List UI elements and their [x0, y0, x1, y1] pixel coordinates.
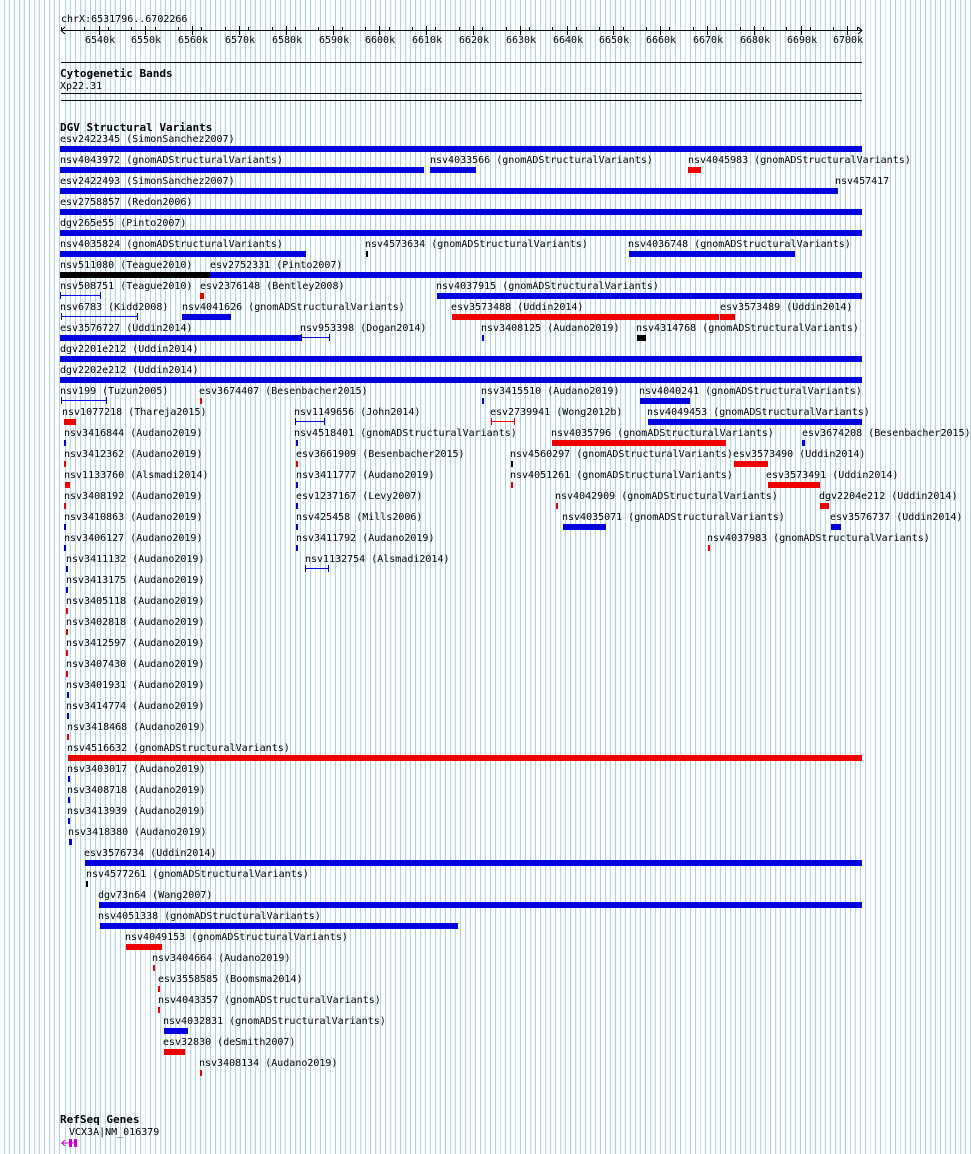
variant-label[interactable]: nsv4043357 (gnomADStructuralVariants): [158, 995, 381, 1006]
variant-label[interactable]: nsv4033566 (gnomADStructuralVariants): [430, 155, 653, 166]
ruler-minor-tick: [342, 27, 343, 31]
variant-bar[interactable]: [60, 167, 424, 173]
variant-label[interactable]: nsv3407430 (Audano2019): [66, 659, 205, 670]
ruler-minor-tick: [786, 27, 787, 31]
variant-bar[interactable]: [552, 440, 726, 446]
ruler-minor-tick: [833, 27, 834, 31]
ruler-tick-label: 6540k: [85, 35, 116, 46]
variant-label[interactable]: esv1237167 (Levy2007): [296, 491, 423, 502]
ruler-minor-tick: [576, 27, 577, 31]
variant-bar[interactable]: [511, 461, 513, 467]
variant-label[interactable]: nsv4049153 (gnomADStructuralVariants): [125, 932, 348, 943]
ruler-minor-tick: [435, 27, 436, 31]
variant-bar[interactable]: [69, 839, 72, 845]
variant-label[interactable]: esv2422345 (SimonSanchez2007): [60, 134, 235, 145]
variant-bar[interactable]: [64, 419, 76, 425]
ruler-minor-tick: [623, 27, 624, 31]
variant-label[interactable]: nsv4042909 (gnomADStructuralVariants): [555, 491, 778, 502]
variant-bar[interactable]: [68, 797, 70, 803]
ruler-minor-tick: [155, 27, 156, 31]
track-separator: [61, 100, 862, 101]
variant-label[interactable]: nsv3413939 (Audano2019): [67, 806, 206, 817]
ruler-tick-label: 6650k: [599, 35, 630, 46]
variant-label[interactable]: nsv3405118 (Audano2019): [66, 596, 205, 607]
variant-label[interactable]: nsv1133760 (Alsmadi2014): [64, 470, 209, 481]
variant-bar[interactable]: [64, 524, 66, 530]
variant-bar[interactable]: [708, 545, 710, 551]
ruler-minor-tick: [857, 27, 858, 31]
variant-label[interactable]: nsv508751 (Teague2010): [60, 281, 193, 292]
variant-bar[interactable]: [511, 482, 513, 488]
ruler-major-tick: [239, 26, 240, 35]
refseq-gene-label[interactable]: VCX3A|NM_016379: [69, 1127, 160, 1138]
ruler-minor-tick: [225, 27, 226, 31]
variant-label[interactable]: esv2752331 (Pinto2007): [210, 260, 343, 271]
variant-bar[interactable]: [296, 545, 298, 551]
variant-interval[interactable]: [301, 334, 331, 341]
ruler-minor-tick: [295, 27, 296, 31]
variant-bar[interactable]: [640, 398, 690, 404]
ruler-tick-label: 6610k: [412, 35, 443, 46]
ruler-minor-tick: [178, 27, 179, 31]
variant-label[interactable]: nsv3418380 (Audano2019): [68, 827, 207, 838]
variant-label[interactable]: esv3674407 (Besenbacher2015): [199, 386, 368, 397]
variant-label[interactable]: esv3674208 (Besenbacher2015): [802, 428, 971, 439]
variant-label[interactable]: nsv3401931 (Audano2019): [66, 680, 205, 691]
ruler-major-tick: [754, 26, 755, 35]
ruler-minor-tick: [529, 27, 530, 31]
variant-label[interactable]: esv32830 (deSmith2007): [163, 1037, 296, 1048]
ruler-tick-label: 6690k: [787, 35, 818, 46]
variant-label[interactable]: nsv3418468 (Audano2019): [67, 722, 206, 733]
ruler-minor-tick: [740, 27, 741, 31]
variant-bar[interactable]: [482, 398, 484, 404]
ruler-tick-label: 6590k: [319, 35, 350, 46]
variant-bar[interactable]: [768, 482, 820, 488]
variant-bar[interactable]: [366, 251, 368, 257]
ruler-tick-label: 6600k: [365, 35, 396, 46]
variant-label[interactable]: nsv953398 (Dogan2014): [300, 323, 427, 334]
variant-bar[interactable]: [802, 440, 805, 446]
variant-bar[interactable]: [158, 986, 160, 992]
variant-label[interactable]: nsv3414774 (Audano2019): [66, 701, 205, 712]
variant-label[interactable]: esv3573491 (Uddin2014): [766, 470, 899, 481]
variant-bar[interactable]: [60, 230, 862, 236]
variant-bar[interactable]: [126, 944, 162, 950]
ruler-minor-tick: [810, 27, 811, 31]
variant-label[interactable]: nsv3402818 (Audano2019): [66, 617, 205, 628]
variant-label[interactable]: nsv3406127 (Audano2019): [64, 533, 203, 544]
variant-label[interactable]: nsv3413175 (Audano2019): [66, 575, 205, 586]
ruler-tick-label: 6700k: [833, 35, 864, 46]
ruler-major-tick: [192, 26, 193, 35]
variant-bar[interactable]: [153, 965, 155, 971]
variant-label[interactable]: esv3576734 (Uddin2014): [84, 848, 217, 859]
variant-bar[interactable]: [65, 482, 70, 488]
ruler-minor-tick: [412, 27, 413, 31]
variant-interval[interactable]: [305, 565, 330, 572]
variant-bar[interactable]: [430, 167, 476, 173]
variant-bar[interactable]: [60, 188, 835, 194]
ruler-tick-label: 6620k: [459, 35, 490, 46]
ruler-minor-tick: [552, 27, 553, 31]
variant-label[interactable]: nsv425458 (Mills2006): [296, 512, 423, 523]
variant-bar[interactable]: [164, 1049, 185, 1055]
variant-label[interactable]: nsv4037983 (gnomADStructuralVariants): [707, 533, 930, 544]
variant-label[interactable]: esv3573488 (Uddin2014): [451, 302, 584, 313]
variant-bar[interactable]: [85, 860, 862, 866]
variant-interval[interactable]: [61, 397, 108, 404]
variant-label[interactable]: nsv4577261 (gnomADStructuralVariants): [86, 869, 309, 880]
variant-bar[interactable]: [182, 314, 231, 320]
variant-label[interactable]: nsv511080 (Teague2010): [60, 260, 193, 271]
variant-label[interactable]: nsv4036748 (gnomADStructuralVariants): [628, 239, 851, 250]
ruler-minor-tick: [693, 27, 694, 31]
gene-exon: [69, 1139, 72, 1147]
variant-bar[interactable]: [720, 314, 735, 320]
variant-label[interactable]: nsv3412362 (Audano2019): [64, 449, 203, 460]
variant-label[interactable]: nsv4518401 (gnomADStructuralVariants): [294, 428, 517, 439]
variant-label[interactable]: esv2376148 (Bentley2008): [200, 281, 345, 292]
variant-label[interactable]: nsv3411132 (Audano2019): [66, 554, 205, 565]
variant-bar[interactable]: [60, 272, 210, 278]
ruler-major-tick: [426, 26, 427, 35]
variant-label[interactable]: nsv4035796 (gnomADStructuralVariants): [551, 428, 774, 439]
refseq-gene-glyph[interactable]: [60, 1137, 80, 1149]
ruler-tick-label: 6550k: [131, 35, 162, 46]
variant-bar[interactable]: [835, 188, 838, 194]
ruler-minor-tick: [506, 27, 507, 31]
refseq-track-title[interactable]: RefSeq Genes: [60, 1113, 140, 1126]
variant-label[interactable]: nsv4314768 (gnomADStructuralVariants): [636, 323, 859, 334]
variant-label[interactable]: nsv199 (Tuzun2005): [60, 386, 169, 397]
variant-label[interactable]: nsv4043972 (gnomADStructuralVariants): [60, 155, 283, 166]
dgv-track-title[interactable]: DGV Structural Variants: [60, 121, 213, 134]
variant-bar[interactable]: [60, 209, 862, 215]
ruler-minor-tick: [84, 27, 85, 31]
variant-bar[interactable]: [296, 482, 298, 488]
track-separator: [61, 62, 862, 63]
cytoband-label[interactable]: Xp22.31: [60, 81, 103, 92]
ruler-position: chrX:6531796..6702266: [61, 14, 188, 25]
variant-bar[interactable]: [482, 335, 484, 341]
variant-label[interactable]: nsv457417: [835, 176, 890, 187]
variant-bar[interactable]: [64, 440, 66, 446]
variant-bar[interactable]: [158, 1007, 160, 1013]
variant-bar[interactable]: [66, 566, 68, 572]
variant-bar[interactable]: [60, 377, 862, 383]
variant-label[interactable]: esv3661909 (Besenbacher2015): [296, 449, 465, 460]
variant-label[interactable]: esv3576727 (Uddin2014): [60, 323, 193, 334]
ruler-minor-tick: [459, 27, 460, 31]
variant-label[interactable]: nsv3408192 (Audano2019): [64, 491, 203, 502]
ruler-major-tick: [801, 26, 802, 35]
variant-label[interactable]: esv2422493 (SimonSanchez2007): [60, 176, 235, 187]
variant-label[interactable]: dgv2202e212 (Uddin2014): [60, 365, 199, 376]
variant-label[interactable]: nsv3408125 (Audano2019): [481, 323, 620, 334]
ruler-major-tick: [847, 26, 848, 35]
variant-bar[interactable]: [629, 251, 795, 257]
variant-bar[interactable]: [200, 1070, 202, 1076]
variant-bar[interactable]: [296, 503, 298, 509]
ruler-minor-tick: [646, 27, 647, 31]
variant-bar[interactable]: [64, 503, 66, 509]
variant-label[interactable]: nsv3408718 (Audano2019): [67, 785, 206, 796]
variant-label[interactable]: dgv2201e212 (Uddin2014): [60, 344, 199, 355]
ruler-major-tick: [660, 26, 661, 35]
ruler-major-tick: [707, 26, 708, 35]
variant-label[interactable]: nsv3415510 (Audano2019): [481, 386, 620, 397]
variant-label[interactable]: nsv4049453 (gnomADStructuralVariants): [647, 407, 870, 418]
variant-bar[interactable]: [67, 713, 69, 719]
variant-label[interactable]: nsv4051338 (gnomADStructuralVariants): [98, 911, 321, 922]
variant-bar[interactable]: [688, 167, 701, 173]
variant-bar[interactable]: [563, 524, 606, 530]
ruler-major-tick: [473, 26, 474, 35]
ruler-minor-tick: [389, 27, 390, 31]
variant-label[interactable]: nsv3410863 (Audano2019): [64, 512, 203, 523]
variant-bar[interactable]: [831, 524, 841, 530]
variant-label[interactable]: nsv1149656 (John2014): [294, 407, 421, 418]
ruler-major-tick: [613, 26, 614, 35]
ruler-tick-label: 6660k: [646, 35, 677, 46]
variant-label[interactable]: dgv73n64 (Wang2007): [98, 890, 213, 901]
ruler-minor-tick: [763, 27, 764, 31]
gene-exon: [74, 1139, 77, 1147]
variant-label[interactable]: nsv4573634 (gnomADStructuralVariants): [365, 239, 588, 250]
variant-bar[interactable]: [210, 272, 862, 278]
variant-label[interactable]: nsv4035071 (gnomADStructuralVariants): [562, 512, 785, 523]
variant-bar[interactable]: [60, 251, 306, 257]
variant-bar[interactable]: [66, 587, 68, 593]
variant-bar[interactable]: [637, 335, 646, 341]
variant-bar[interactable]: [296, 461, 298, 467]
ruler-tick-label: 6640k: [553, 35, 584, 46]
variant-interval[interactable]: [60, 292, 102, 299]
ruler-minor-tick: [669, 27, 670, 31]
ruler-minor-tick: [248, 27, 249, 31]
variant-bar[interactable]: [437, 293, 862, 299]
variant-label[interactable]: esv3573490 (Uddin2014): [733, 449, 866, 460]
variant-bar[interactable]: [200, 293, 204, 299]
variant-label[interactable]: nsv3403017 (Audano2019): [67, 764, 206, 775]
ruler-minor-tick: [365, 27, 366, 31]
variant-interval[interactable]: [295, 418, 326, 425]
variant-bar[interactable]: [60, 146, 862, 152]
variant-label[interactable]: nsv3408134 (Audano2019): [199, 1058, 338, 1069]
variant-label[interactable]: nsv4041626 (gnomADStructuralVariants): [182, 302, 405, 313]
ruler-tick-label: 6630k: [506, 35, 537, 46]
variant-label[interactable]: nsv3411792 (Audano2019): [296, 533, 435, 544]
variant-bar[interactable]: [64, 545, 66, 551]
variant-label[interactable]: nsv3404664 (Audano2019): [152, 953, 291, 964]
variant-label[interactable]: esv2758857 (Redon2006): [60, 197, 193, 208]
ruler-minor-tick: [599, 27, 600, 31]
variant-label[interactable]: nsv4040241 (gnomADStructuralVariants): [639, 386, 862, 397]
ruler-minor-tick: [482, 27, 483, 31]
variant-label[interactable]: nsv4045983 (gnomADStructuralVariants): [688, 155, 911, 166]
variant-bar[interactable]: [100, 923, 458, 929]
ruler-tick-label: 6580k: [272, 35, 303, 46]
ruler-major-tick: [145, 26, 146, 35]
variant-label[interactable]: esv3558585 (Boomsma2014): [158, 974, 303, 985]
variant-bar[interactable]: [66, 650, 68, 656]
variant-label[interactable]: nsv1132754 (Alsmadi2014): [305, 554, 450, 565]
variant-label[interactable]: nsv4051261 (gnomADStructuralVariants): [510, 470, 733, 481]
variant-label[interactable]: nsv4032831 (gnomADStructuralVariants): [163, 1016, 386, 1027]
variant-label[interactable]: nsv4516632 (gnomADStructuralVariants): [67, 743, 290, 754]
ruler-major-tick: [520, 26, 521, 35]
variant-bar[interactable]: [648, 419, 862, 425]
variant-bar[interactable]: [734, 461, 768, 467]
variant-bar[interactable]: [452, 314, 719, 320]
variant-bar[interactable]: [68, 755, 862, 761]
ruler-tick-label: 6670k: [693, 35, 724, 46]
ruler-tick-label: 6570k: [225, 35, 256, 46]
ruler-tick-label: 6560k: [178, 35, 209, 46]
variant-bar[interactable]: [68, 776, 70, 782]
ruler-tick-label: 6680k: [740, 35, 771, 46]
variant-label[interactable]: esv3573489 (Uddin2014): [720, 302, 853, 313]
variant-interval[interactable]: [61, 313, 139, 320]
variant-label[interactable]: nsv6783 (Kidd2008): [60, 302, 169, 313]
variant-bar[interactable]: [820, 503, 829, 509]
variant-label[interactable]: dgv265e55 (Pinto2007): [60, 218, 187, 229]
variant-label[interactable]: esv2739941 (Wong2012b): [490, 407, 623, 418]
variant-bar[interactable]: [86, 881, 88, 887]
variant-bar[interactable]: [64, 461, 66, 467]
variant-label[interactable]: nsv4035824 (gnomADStructuralVariants): [60, 239, 283, 250]
ruler-minor-tick: [201, 27, 202, 31]
ruler-minor-tick: [272, 27, 273, 31]
variant-bar[interactable]: [60, 356, 862, 362]
cytoband-track-title[interactable]: Cytogenetic Bands: [60, 67, 173, 80]
variant-label[interactable]: nsv3412597 (Audano2019): [66, 638, 205, 649]
variant-bar[interactable]: [99, 902, 862, 908]
variant-bar[interactable]: [67, 692, 69, 698]
variant-label[interactable]: nsv3416844 (Audano2019): [64, 428, 203, 439]
variant-interval[interactable]: [491, 418, 516, 425]
variant-label[interactable]: nsv3411777 (Audano2019): [296, 470, 435, 481]
variant-label[interactable]: nsv4037915 (gnomADStructuralVariants): [436, 281, 659, 292]
variant-bar[interactable]: [296, 440, 298, 446]
variant-bar[interactable]: [556, 503, 558, 509]
ruler-minor-tick: [131, 27, 132, 31]
variant-bar[interactable]: [164, 1028, 188, 1034]
ruler-minor-tick: [61, 27, 62, 31]
variant-label[interactable]: nsv1077218 (Thareja2015): [62, 407, 207, 418]
ruler-arrow-icon: [858, 27, 862, 34]
ruler-minor-tick: [716, 27, 717, 31]
variant-label[interactable]: esv3576737 (Uddin2014): [830, 512, 963, 523]
variant-bar[interactable]: [67, 734, 69, 740]
variant-label[interactable]: dgv2204e212 (Uddin2014): [819, 491, 958, 502]
ruler-minor-tick: [108, 27, 109, 31]
variant-bar[interactable]: [66, 608, 68, 614]
ruler-major-tick: [333, 26, 334, 35]
ruler-major-tick: [567, 26, 568, 35]
variant-bar[interactable]: [66, 629, 68, 635]
ruler-major-tick: [99, 26, 100, 35]
ruler-major-tick: [379, 26, 380, 35]
variant-bar[interactable]: [68, 818, 70, 824]
variant-bar[interactable]: [66, 671, 68, 677]
cytoband-bar-top: [61, 93, 862, 94]
ruler-minor-tick: [318, 27, 319, 31]
variant-bar[interactable]: [296, 524, 298, 530]
variant-bar[interactable]: [60, 335, 302, 341]
variant-label[interactable]: nsv4560297 (gnomADStructuralVariants): [510, 449, 733, 460]
variant-bar[interactable]: [200, 398, 202, 404]
ruler-major-tick: [286, 26, 287, 35]
